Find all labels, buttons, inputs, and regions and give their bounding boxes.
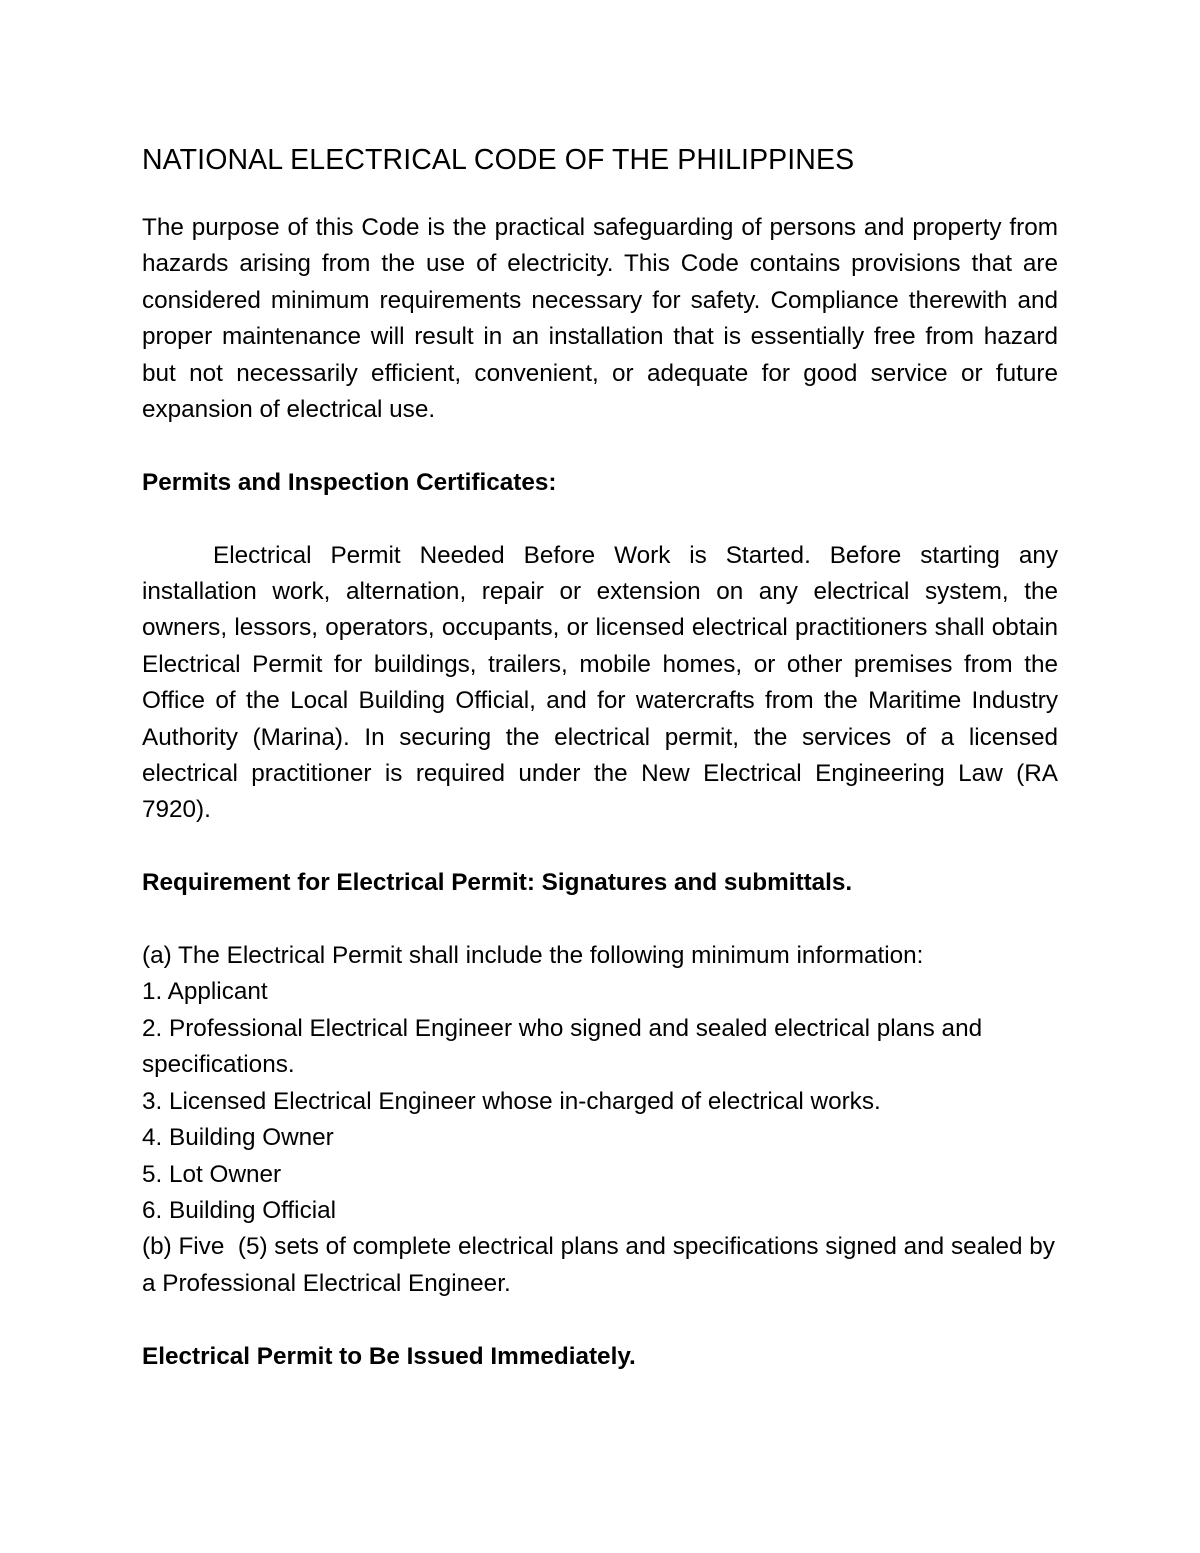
list-item: 4. Building Owner <box>142 1124 334 1152</box>
permits-paragraph: Electrical Permit Needed Before Work is Started. Before starting any installation work, alternation, repair or extension on any electrical system, the owners, lessors, operators, occupants, or licensed electrical practitioners shall obtain Electrical Permit for buildings, trailers, mobile homes, or other premises from the Office of the Local Building Official, and for watercrafts from the Maritime Industry Authority (Marina). In securing the electrical permit, the services of a licensed electrical practitioner is required under the New Electrical Engineering Law (RA 7920). <box>142 541 1058 824</box>
spacer <box>142 1302 1058 1338</box>
requirement-item-a: (a) The Electrical Permit shall include the following minimum information: <box>142 942 924 970</box>
spacer <box>142 902 1058 938</box>
spacer <box>142 428 1058 464</box>
list-item: 6. Building Official <box>142 1196 337 1224</box>
spacer <box>142 829 1058 865</box>
list-item: 5. Lot Owner <box>142 1160 282 1188</box>
list-item: 1. Applicant <box>142 978 268 1006</box>
section-heading-issued: Electrical Permit to Be Issued Immediately. <box>142 1342 636 1370</box>
document-title: NATIONAL ELECTRICAL CODE OF THE PHILIPPINES <box>142 144 855 176</box>
document-page <box>142 140 1062 1375</box>
section-heading-requirements: Requirement for Electrical Permit: Signatures and submittals. <box>142 869 853 897</box>
requirement-item-b: (b) Five (5) sets of complete electrical plans and specifications signed and sealed by a Professional Electrical Engineer. <box>142 1233 1062 1297</box>
spacer <box>142 501 1058 537</box>
list-item: 2. Professional Electrical Engineer who signed and sealed electrical plans and specifications. <box>142 1014 983 1079</box>
intro-paragraph: The purpose of this Code is the practical safeguarding of persons and property from hazards arising from the use of electricity. This Code contains provisions that are considered minimum requirements necessary for safety. Compliance therewith and proper maintenance will result in an installation that is essentially free from hazard but not necessarily efficient, convenient, or adequate for good service or future expansion of electrical use. <box>142 214 1058 424</box>
list-item: 3. Licensed Electrical Engineer whose in-charged of electrical works. <box>142 1087 881 1115</box>
section-heading-permits: Permits and Inspection Certificates: <box>142 468 557 496</box>
